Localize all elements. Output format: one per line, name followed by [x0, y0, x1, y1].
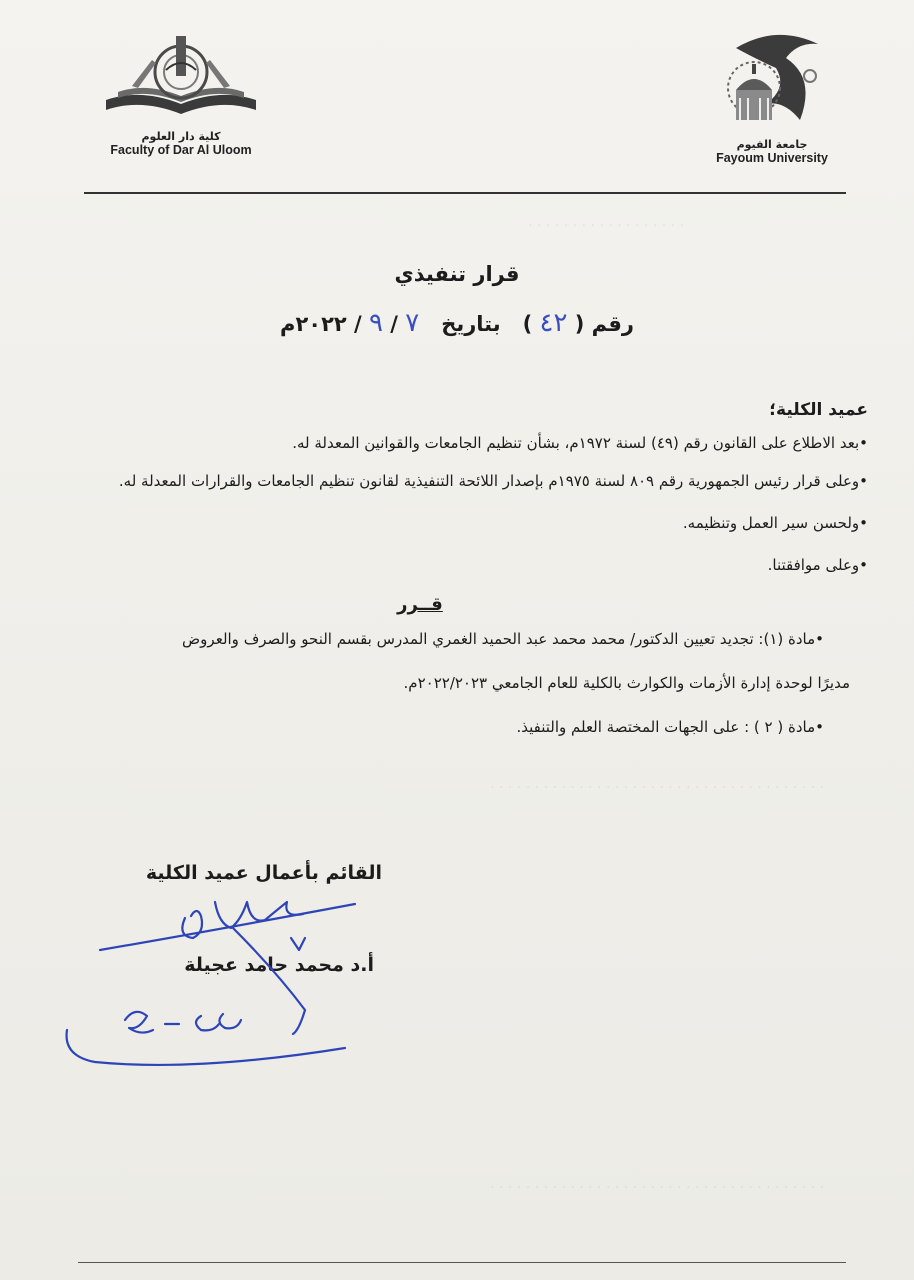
university-english-caption: Fayoum University [716, 151, 828, 165]
decision-title: قرار تنفيذي [394, 262, 520, 286]
footer-divider [78, 1262, 846, 1263]
handwritten-day: ٧ [405, 308, 420, 338]
clause-work-organization: •ولحسن سير العمل وتنظيمه. [682, 514, 868, 532]
article-1-line-2: مديرًا لوحدة إدارة الأزمات والكوارث بالكلية للعام الجامعي ٢٠٢٢/٢٠٢٣م. [403, 674, 850, 692]
open-book-emblem-icon [96, 30, 266, 126]
dean-heading: عميد الكلية؛ [769, 400, 868, 420]
decided-heading: قــرر [397, 594, 443, 615]
article-1-line-1: •مادة (١): تجديد تعيين الدكتور/ محمد محمد عبد الحميد الغمري المدرس بقسم النحو والصرف والعروض [182, 630, 824, 648]
faculty-english-caption: Faculty of Dar Al Uloom [110, 143, 252, 157]
clause-law-49: •بعد الاطلاع على القانون رقم (٤٩) لسنة ١٩٧٢م، بشأن تنظيم الجامعات والقوانين المعدلة له. [292, 434, 868, 452]
university-logo [706, 28, 838, 166]
number-label: رقم ( [574, 312, 634, 336]
handwritten-month: ٩ [369, 308, 383, 338]
decision-number-line: رقم ( ٤٢ ) بتاريخ ٧ / ٩ / ٢٠٢٢م [280, 308, 634, 338]
clause-presidential-decree: •وعلى قرار رئيس الجمهورية رقم ٨٠٩ لسنة ١٩٧٥م بإصدار اللائحة التنفيذية لقانون تنظيم الجامعات والقرارات المعدلة له. [118, 472, 868, 490]
handwritten-signature [55, 880, 385, 1080]
date-label: بتاريخ [441, 312, 501, 336]
number-close: ) [522, 312, 533, 336]
signatory-title: القائم بأعمال عميد الكلية [145, 862, 382, 884]
date-year: ٢٠٢٢م [280, 312, 347, 336]
bleed-through-mark: · · · · · · · · · · · · · · · · · · · · · · · · · · · · · · · · · · · · · · [490, 1180, 824, 1196]
clause-approval: •وعلى موافقتنا. [767, 556, 868, 574]
header-divider [84, 192, 846, 194]
bleed-through-mark: · · · · · · · · · · · · · · · · · · · · · · · · · · · · · · · · · · · · · · [490, 780, 824, 796]
university-emblem-icon [706, 28, 838, 134]
signatory-name: أ.د محمد حامد عجيلة [184, 954, 374, 976]
faculty-arabic-caption: كلية دار العلوم [141, 130, 221, 143]
article-2: •مادة ( ٢ ) : على الجهات المختصة العلم والتنفيذ. [516, 718, 824, 736]
faculty-logo [96, 30, 266, 162]
university-arabic-caption: جامعة الفيوم [736, 138, 808, 151]
bleed-through-mark: · · · · · · · · · · · · · · · · · · [528, 218, 684, 234]
handwritten-number: ٤٢ [539, 308, 568, 338]
